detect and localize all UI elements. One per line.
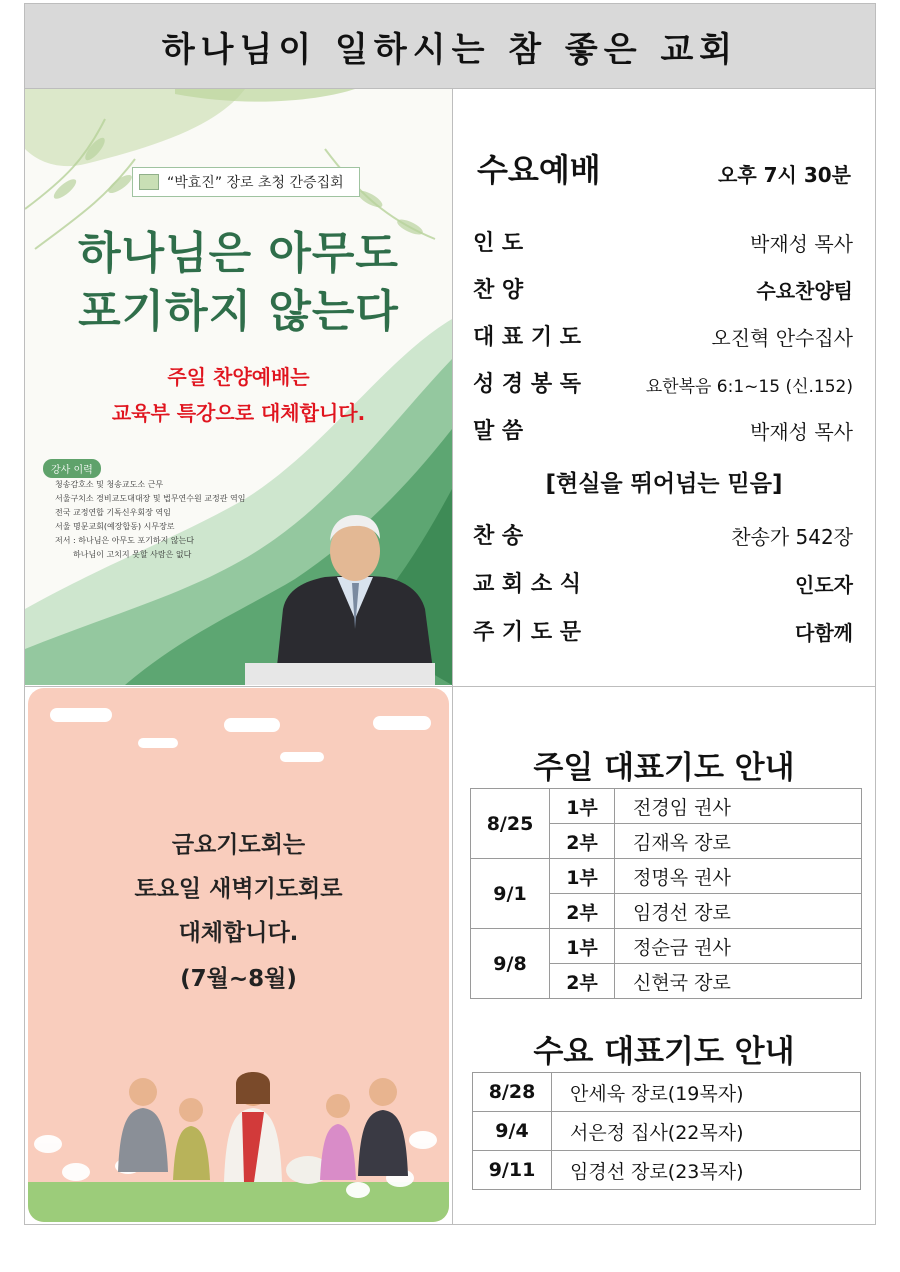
speaker-bio-line: 서울 명문교회(예장합동) 시무장로 [55, 522, 175, 531]
wednesday-service-title: 수요예배 [477, 151, 601, 189]
wednesday-prayer-title: 수요 대표기도 안내 [533, 1034, 795, 1070]
wednesday-service-time: 오후 7시 30분 [718, 163, 851, 187]
part-cell: 2부 [550, 894, 615, 929]
sunday-prayer-table [470, 788, 862, 999]
name-cell: 정순금 권사 [615, 929, 862, 964]
poster-headline-line1: 하나님은 아무도 [78, 228, 399, 279]
table-row [471, 929, 862, 964]
name-cell: 신현국 장로 [615, 964, 862, 999]
title-bar [25, 4, 875, 89]
praying-people-illustration [28, 1062, 449, 1222]
wednesday-prayer-table [472, 1072, 861, 1190]
speaker-bio-line: 전국 교정연합 기독신우회장 역임 [55, 508, 171, 517]
cloud-decoration [50, 708, 112, 722]
order-value: 박재성 목사 [750, 232, 853, 256]
order-row [473, 567, 853, 607]
cloud-decoration [224, 718, 280, 732]
wednesday-service-panel [453, 89, 875, 685]
table-row [473, 1112, 861, 1151]
cloud-decoration [138, 738, 178, 748]
table-row [473, 1151, 861, 1190]
date-cell: 9/4 [473, 1112, 552, 1151]
order-value: 찬송가 542장 [731, 525, 853, 549]
speaker-bio-tag: 강사 이력 [43, 459, 101, 478]
order-label: 찬 송 [473, 524, 524, 549]
date-cell: 8/25 [471, 789, 550, 859]
section-divider-horizontal [25, 686, 875, 687]
book-icon [139, 174, 159, 190]
speaker-bio-line: 청송감호소 및 청송교도소 근무 [55, 480, 164, 489]
poster-headline-line2: 포기하지 않는다 [78, 286, 399, 337]
date-cell: 9/11 [473, 1151, 552, 1190]
order-value: 다함께 [795, 621, 853, 645]
friday-notice-line1: 금요기도회는 [171, 832, 306, 858]
cloud-decoration [373, 716, 431, 730]
name-cell: 정명옥 권사 [615, 859, 862, 894]
order-value: 수요찬양팀 [756, 279, 853, 303]
order-label: 성 경 봉 독 [473, 372, 581, 397]
name-cell: 안세욱 장로(19목자) [552, 1073, 861, 1112]
part-cell: 2부 [550, 824, 615, 859]
name-cell: 임경선 장로 [615, 894, 862, 929]
date-cell: 9/1 [471, 859, 550, 929]
sunday-prayer-title: 주일 대표기도 안내 [533, 750, 795, 786]
order-row [473, 273, 853, 313]
order-label: 교 회 소 식 [473, 572, 581, 597]
order-row [473, 226, 853, 266]
friday-prayer-notice [28, 688, 449, 1222]
order-label: 찬 양 [473, 278, 524, 303]
friday-notice-line4: (7월~8월) [180, 966, 297, 992]
order-label: 인 도 [473, 231, 524, 256]
date-cell: 9/8 [471, 929, 550, 999]
order-row [473, 519, 853, 559]
poster-notice-line2: 교육부 특강으로 대체합니다. [111, 401, 366, 425]
order-row [473, 320, 853, 360]
order-value: 요한복음 6:1~15 (신.152) [645, 377, 853, 397]
order-row [473, 615, 853, 655]
part-cell: 1부 [550, 789, 615, 824]
revival-meeting-poster [25, 89, 452, 685]
order-label: 말 씀 [473, 419, 524, 444]
date-cell: 8/28 [473, 1073, 552, 1112]
speaker-bio-line: 저서 : 하나님은 아무도 포기하지 않는다 [55, 536, 195, 545]
table-row [471, 859, 862, 894]
order-value: 인도자 [795, 573, 853, 597]
sermon-title: [현실을 뛰어넘는 믿음] [545, 471, 783, 497]
poster-badge-text: “박효진” 장로 초청 간증집회 [167, 175, 344, 191]
speaker-bio-line: 하나님이 고치지 못할 사람은 없다 [73, 550, 192, 559]
speaker-bio-line: 서울구치소 경비교도대대장 및 법무연수원 교정관 역임 [55, 494, 246, 503]
order-label: 대 표 기 도 [473, 325, 581, 350]
friday-notice-line3: 대체합니다. [178, 920, 299, 946]
table-row [471, 789, 862, 824]
page-title: 하나님이 일하시는 참 좋은 교회 [161, 29, 739, 70]
part-cell: 2부 [550, 964, 615, 999]
name-cell: 임경선 장로(23목자) [552, 1151, 861, 1190]
part-cell: 1부 [550, 929, 615, 964]
poster-badge [132, 167, 360, 197]
part-cell: 1부 [550, 859, 615, 894]
order-label: 주 기 도 문 [473, 620, 581, 645]
friday-notice-line2: 토요일 새벽기도회로 [134, 876, 343, 902]
order-value: 박재성 목사 [750, 420, 853, 444]
cloud-decoration [280, 752, 324, 762]
name-cell: 서은정 집사(22목자) [552, 1112, 861, 1151]
table-row [473, 1073, 861, 1112]
order-row [473, 367, 853, 407]
poster-notice-line1: 주일 찬양예배는 [167, 365, 310, 389]
order-value: 오진혁 안수집사 [711, 326, 853, 350]
name-cell: 김재옥 장로 [615, 824, 862, 859]
order-row [473, 414, 853, 454]
name-cell: 전경임 권사 [615, 789, 862, 824]
